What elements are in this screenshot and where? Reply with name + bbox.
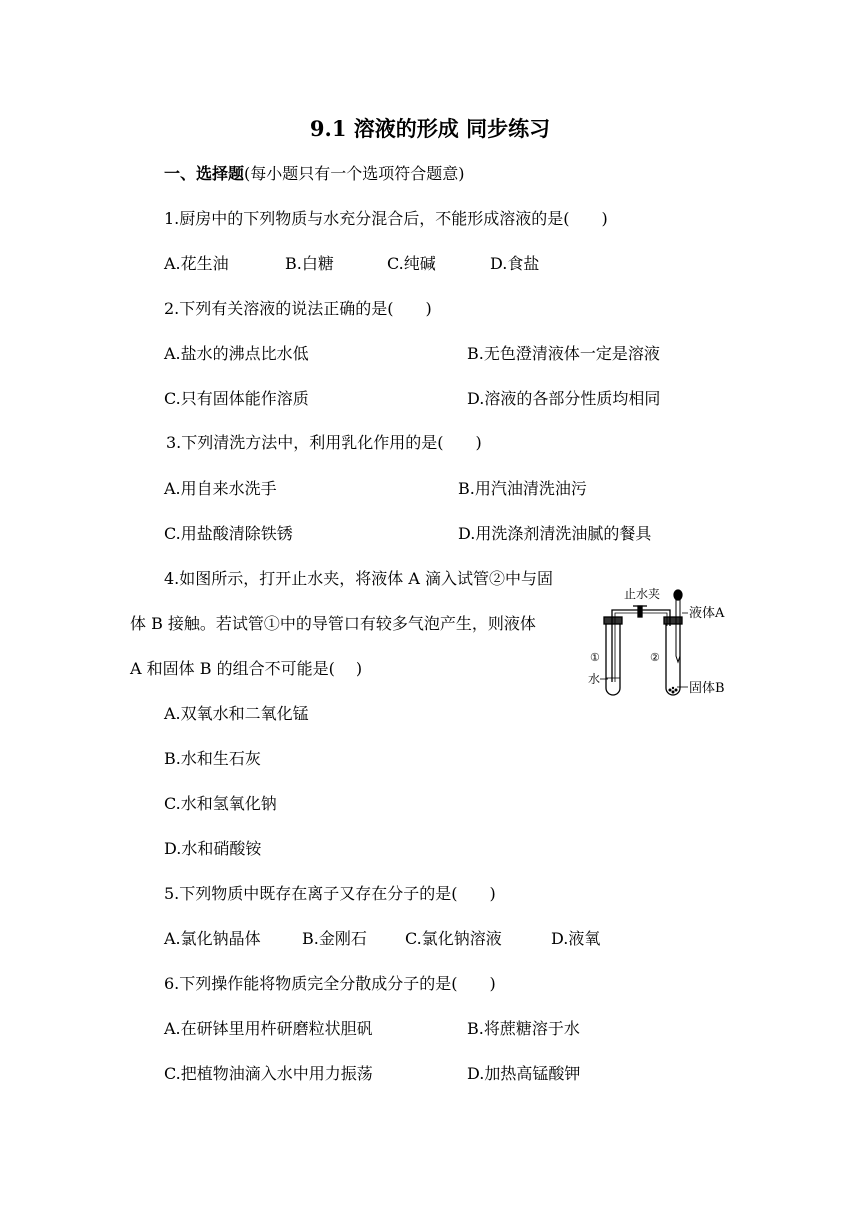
q1-option-a: A.花生油 [164,254,229,273]
question-3-stem: 3.下列清洗方法中，利用乳化作用的是( ) [166,433,482,452]
question-4-line-1: 4.如图所示，打开止水夹，将液体 A 滴入试管②中与固 [164,569,553,588]
test-tube-2 [666,622,680,695]
question-4-line-3: A 和固体 B 的组合不可能是( ) [130,659,363,678]
question-5-stem: 5.下列物质中既存在离子又存在分子的是( ) [164,884,496,903]
clamp-label: 止水夹 [624,587,661,601]
apparatus-figure [584,586,734,698]
solid-b-label: 固体B [689,681,725,696]
q4-option-a: A.双氧水和二氧化锰 [164,704,309,723]
q4-option-d: D.水和硝酸铵 [164,839,262,858]
clamp [638,606,642,617]
q6-option-c: C.把植物油滴入水中用力振荡 [164,1064,373,1083]
q2-option-c: C.只有固体能作溶质 [164,389,309,408]
water-label: 水 [588,672,601,686]
q5-option-c: C.氯化钠溶液 [405,929,502,948]
tube-1-label: ① [590,651,600,664]
q5-option-b: B.金刚石 [302,929,367,948]
q6-option-a: A.在研钵里用杵研磨粒状胆矾 [164,1019,373,1038]
q4-option-b: B.水和生石灰 [164,749,261,768]
q1-option-d: D.食盐 [490,254,540,273]
q2-option-a: A.盐水的沸点比水低 [164,344,309,363]
dropper-bulb [674,590,682,600]
q3-option-b: B.用汽油清洗油污 [458,479,587,498]
q5-option-d: D.液氧 [551,929,601,948]
test-tube-1 [606,622,620,695]
page-title: 9.1 溶液的形成 同步练习 [309,116,551,141]
question-6-stem: 6.下列操作能将物质完全分散成分子的是( ) [164,974,496,993]
q3-option-c: C.用盐酸清除铁锈 [164,524,293,543]
q6-option-b: B.将蔗糖溶于水 [467,1019,580,1038]
q2-option-b: B.无色澄清液体一定是溶液 [467,344,660,363]
tube-2-label: ② [650,651,660,664]
question-2-stem: 2.下列有关溶液的说法正确的是( ) [164,299,432,318]
q5-option-a: A.氯化钠晶体 [164,929,261,948]
q4-option-c: C.水和氢氧化钠 [164,794,277,813]
question-1-stem: 1.厨房中的下列物质与水充分混合后，不能形成溶液的是( ) [164,209,608,228]
question-4-line-2: 体 B 接触。若试管①中的导管口有较多气泡产生，则液体 [130,614,536,633]
q1-option-c: C.纯碱 [387,254,436,273]
section-heading-label: 一、选择题 [164,164,245,183]
q3-option-d: D.用洗涤剂清洗油腻的餐具 [458,524,652,543]
q6-option-d: D.加热高锰酸钾 [467,1064,581,1083]
liquid-a-label: 液体A [689,606,725,621]
section-heading [164,164,465,184]
tube-1-stopper [604,617,622,624]
q2-option-d: D.溶液的各部分性质均相同 [467,389,661,408]
section-note: (每小题只有一个选项符合题意) [244,164,465,183]
q1-option-b: B.白糖 [285,254,334,273]
q3-option-a: A.用自来水洗手 [164,479,277,498]
